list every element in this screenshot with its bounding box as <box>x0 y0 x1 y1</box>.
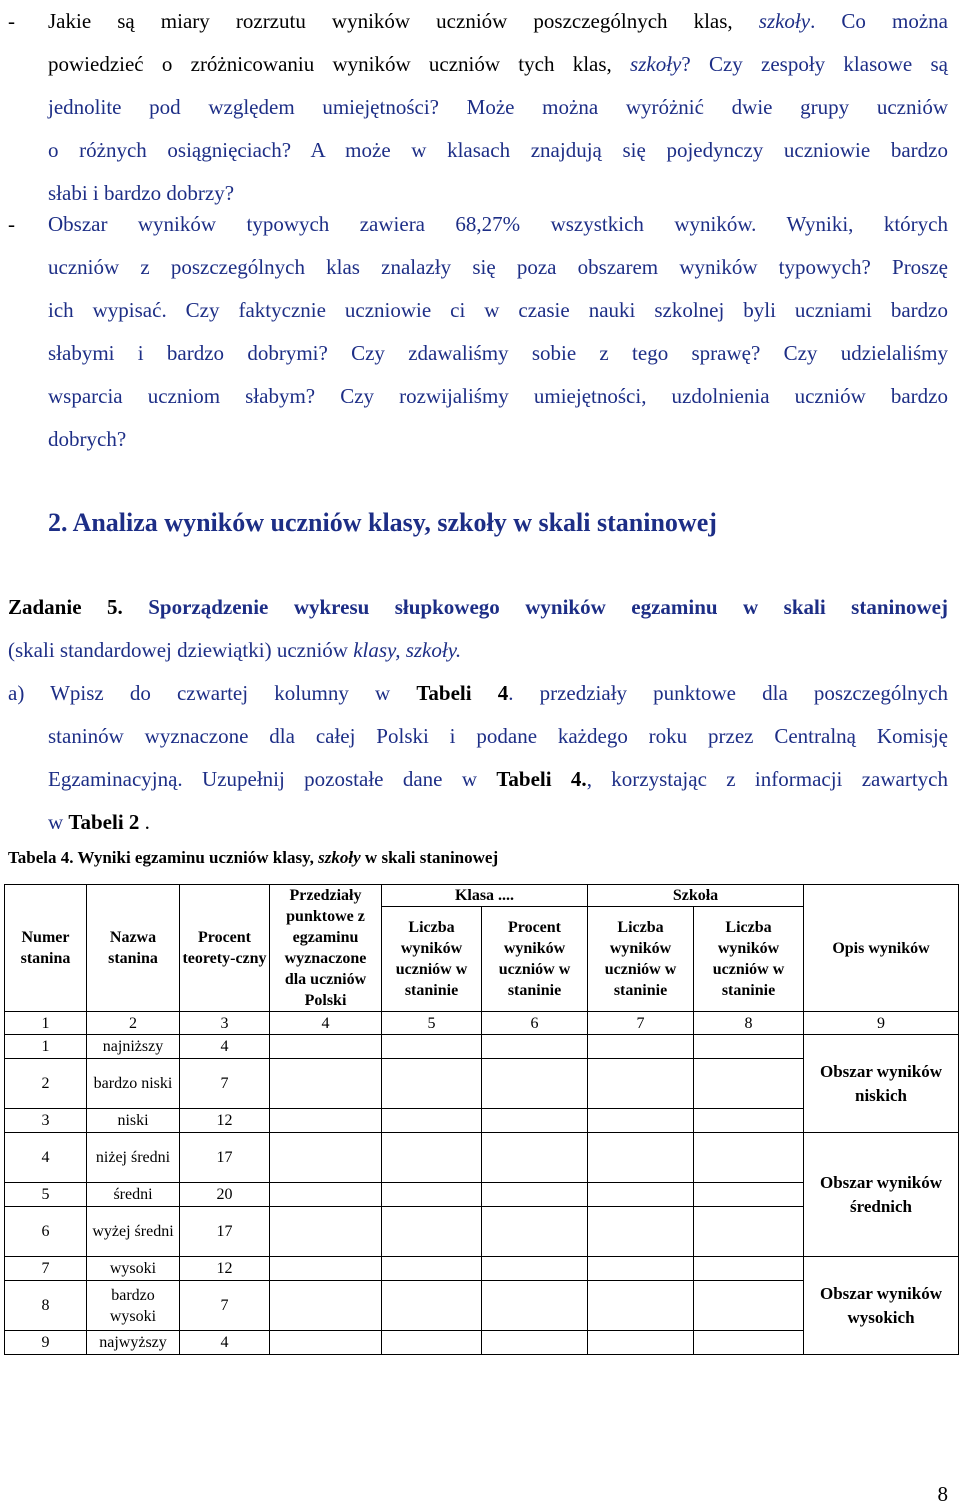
section-title: 2. Analiza wyników uczniów klasy, szkoły w skali staninowej <box>48 508 717 537</box>
opis-niskich: Obszar wyników niskich <box>804 1035 959 1133</box>
empty-cell[interactable] <box>382 1207 482 1257</box>
stanin-number: 2 <box>5 1059 87 1109</box>
stanin-number: 3 <box>5 1109 87 1133</box>
empty-cell[interactable] <box>588 1257 694 1281</box>
task-title: Zadanie 5. Sporządzenie wykresu słupkowego wyników egzaminu w skali staninowej <box>8 595 948 619</box>
bullet-paragraph-2 <box>8 203 948 461</box>
empty-cell[interactable] <box>482 1207 588 1257</box>
header-klasa: Klasa .... <box>382 885 588 907</box>
empty-cell[interactable] <box>482 1059 588 1109</box>
stanin-number: 7 <box>5 1257 87 1281</box>
empty-cell[interactable] <box>694 1183 804 1207</box>
opis-srednich: Obszar wyników średnich <box>804 1133 959 1257</box>
column-number: 6 <box>482 1012 588 1035</box>
empty-cell[interactable] <box>270 1331 382 1355</box>
empty-cell[interactable] <box>588 1133 694 1183</box>
stanin-number: 6 <box>5 1207 87 1257</box>
stanin-name: niżej średni <box>87 1133 180 1183</box>
header-row-1 <box>5 885 959 907</box>
empty-cell[interactable] <box>270 1133 382 1183</box>
stanin-percent: 12 <box>180 1109 270 1133</box>
empty-cell[interactable] <box>482 1109 588 1133</box>
table-caption: Tabela 4. Wyniki egzaminu uczniów klasy, szkoły w skali staninowej <box>8 848 499 867</box>
text-line: powiedzieć o zróżnicowaniu wyników uczniów tych klas, szkoły? Czy zespoły klasowe są <box>48 52 948 76</box>
text-line: a) Wpisz do czwartej kolumny w Tabeli 4. przedziały punktowe dla poszczególnych <box>8 681 949 705</box>
stanin-name: niski <box>87 1109 180 1133</box>
text-line: wsparcia uczniom słabym? Czy rozwijaliśmy umiejętności, uzdolnienia uczniów bardzo <box>48 384 948 408</box>
table-row <box>5 1133 959 1183</box>
bullet-paragraph-1 <box>8 0 948 215</box>
text-line: staninów wyznaczone dla całej Polski i podane każdego roku przez Centralną Komisję <box>48 724 948 748</box>
empty-cell[interactable] <box>482 1183 588 1207</box>
stanin-number: 1 <box>5 1035 87 1059</box>
text-line: Jakie są miary rozrzutu wyników uczniów poszczególnych klas, szkoły. Co można <box>48 9 948 33</box>
empty-cell[interactable] <box>588 1183 694 1207</box>
empty-cell[interactable] <box>270 1035 382 1059</box>
table-row <box>5 1035 959 1059</box>
empty-cell[interactable] <box>382 1183 482 1207</box>
text-line: jednolite pod względem umiejętności? Może można wyróżnić dwie grupy uczniów <box>48 95 948 119</box>
stanin-percent: 17 <box>180 1133 270 1183</box>
table-row <box>5 1257 959 1281</box>
page-number: 8 <box>937 1482 948 1506</box>
empty-cell[interactable] <box>694 1257 804 1281</box>
stanin-name: wysoki <box>87 1257 180 1281</box>
empty-cell[interactable] <box>588 1207 694 1257</box>
text-line: (skali standardowej dziewiątki) uczniów klasy, szkoły. <box>8 638 462 662</box>
task-instruction-a <box>8 672 948 844</box>
header-nazwa: Nazwa stanina <box>87 885 180 1012</box>
empty-cell[interactable] <box>482 1331 588 1355</box>
header-przedzialy: Przedziały punktowe z egzaminu wyznaczone dla uczniów Polski <box>270 885 382 1012</box>
column-number: 7 <box>588 1012 694 1035</box>
text-line: uczniów z poszczególnych klas znalazły się poza obszarem wyników typowych? Proszę <box>48 255 948 279</box>
stanin-name: średni <box>87 1183 180 1207</box>
header-procent: Procent teorety-czny <box>180 885 270 1012</box>
header-opis: Opis wyników <box>804 885 959 1012</box>
column-number: 2 <box>87 1012 180 1035</box>
header-liczba-szkola-2: Liczba wyników uczniów w staninie <box>694 907 804 1012</box>
stanin-percent: 12 <box>180 1257 270 1281</box>
empty-cell[interactable] <box>694 1133 804 1183</box>
empty-cell[interactable] <box>382 1281 482 1331</box>
header-szkola: Szkoła <box>588 885 804 907</box>
text-line: Obszar wyników typowych zawiera 68,27% wszystkich wyników. Wyniki, których <box>48 212 948 236</box>
stanin-name: bardzo niski <box>87 1059 180 1109</box>
header-liczba-szkola-1: Liczba wyników uczniów w staninie <box>588 907 694 1012</box>
empty-cell[interactable] <box>694 1331 804 1355</box>
empty-cell[interactable] <box>270 1109 382 1133</box>
empty-cell[interactable] <box>588 1059 694 1109</box>
column-number-row <box>5 1012 959 1035</box>
empty-cell[interactable] <box>382 1257 482 1281</box>
empty-cell[interactable] <box>694 1207 804 1257</box>
stanin-percent: 20 <box>180 1183 270 1207</box>
bullet-dash: - <box>8 9 15 33</box>
empty-cell[interactable] <box>588 1035 694 1059</box>
empty-cell[interactable] <box>270 1183 382 1207</box>
stanin-name: wyżej średni <box>87 1207 180 1257</box>
stanin-percent: 7 <box>180 1059 270 1109</box>
empty-cell[interactable] <box>694 1109 804 1133</box>
empty-cell[interactable] <box>270 1207 382 1257</box>
empty-cell[interactable] <box>382 1109 482 1133</box>
empty-cell[interactable] <box>482 1133 588 1183</box>
text-line: Egzaminacyjną. Uzupełnij pozostałe dane w Tabeli 4., korzystając z informacji zawartych <box>48 767 948 791</box>
empty-cell[interactable] <box>694 1059 804 1109</box>
bullet-dash: - <box>8 212 15 236</box>
header-numer: Numer stanina <box>5 885 87 1012</box>
column-number: 4 <box>270 1012 382 1035</box>
empty-cell[interactable] <box>270 1059 382 1109</box>
empty-cell[interactable] <box>588 1281 694 1331</box>
text-line: słabymi i bardzo dobrymi? Czy zdawaliśmy sobie z tego sprawę? Czy udzielaliśmy <box>48 341 948 365</box>
header-liczba-klasa: Liczba wyników uczniów w staninie <box>382 907 482 1012</box>
stanin-percent: 4 <box>180 1331 270 1355</box>
text-line: słabi i bardzo dobrzy? <box>48 181 235 205</box>
text-line: dobrych? <box>48 427 127 451</box>
stanin-name: bardzo wysoki <box>87 1281 180 1331</box>
empty-cell[interactable] <box>694 1281 804 1331</box>
empty-cell[interactable] <box>270 1257 382 1281</box>
stanin-number: 9 <box>5 1331 87 1355</box>
column-number: 9 <box>804 1012 959 1035</box>
stanin-number: 4 <box>5 1133 87 1183</box>
text-line: o różnych osiągnięciach? A może w klasach znajdują się pojedynczy uczniowie bardzo <box>48 138 948 162</box>
stanin-percent: 17 <box>180 1207 270 1257</box>
empty-cell[interactable] <box>588 1331 694 1355</box>
stanin-percent: 7 <box>180 1281 270 1331</box>
empty-cell[interactable] <box>482 1257 588 1281</box>
stanin-number: 5 <box>5 1183 87 1207</box>
column-number: 8 <box>694 1012 804 1035</box>
text-line: w Tabeli 2 . <box>48 810 150 834</box>
table-4 <box>4 884 959 1355</box>
stanin-name: najwyższy <box>87 1331 180 1355</box>
empty-cell[interactable] <box>694 1035 804 1059</box>
text-line: ich wypisać. Czy faktycznie uczniowie ci w czasie nauki szkolnej byli uczniami bardzo <box>48 298 948 322</box>
stanin-name: najniższy <box>87 1035 180 1059</box>
empty-cell[interactable] <box>588 1109 694 1133</box>
opis-wysokich: Obszar wyników wysokich <box>804 1257 959 1355</box>
header-procent-klasa: Procent wyników uczniów w staninie <box>482 907 588 1012</box>
empty-cell[interactable] <box>382 1059 482 1109</box>
empty-cell[interactable] <box>382 1331 482 1355</box>
column-number: 1 <box>5 1012 87 1035</box>
empty-cell[interactable] <box>382 1035 482 1059</box>
stanin-percent: 4 <box>180 1035 270 1059</box>
task-5 <box>8 586 948 672</box>
column-number: 3 <box>180 1012 270 1035</box>
column-number: 5 <box>382 1012 482 1035</box>
empty-cell[interactable] <box>482 1281 588 1331</box>
stanin-number: 8 <box>5 1281 87 1331</box>
empty-cell[interactable] <box>382 1133 482 1183</box>
empty-cell[interactable] <box>270 1281 382 1331</box>
empty-cell[interactable] <box>482 1035 588 1059</box>
